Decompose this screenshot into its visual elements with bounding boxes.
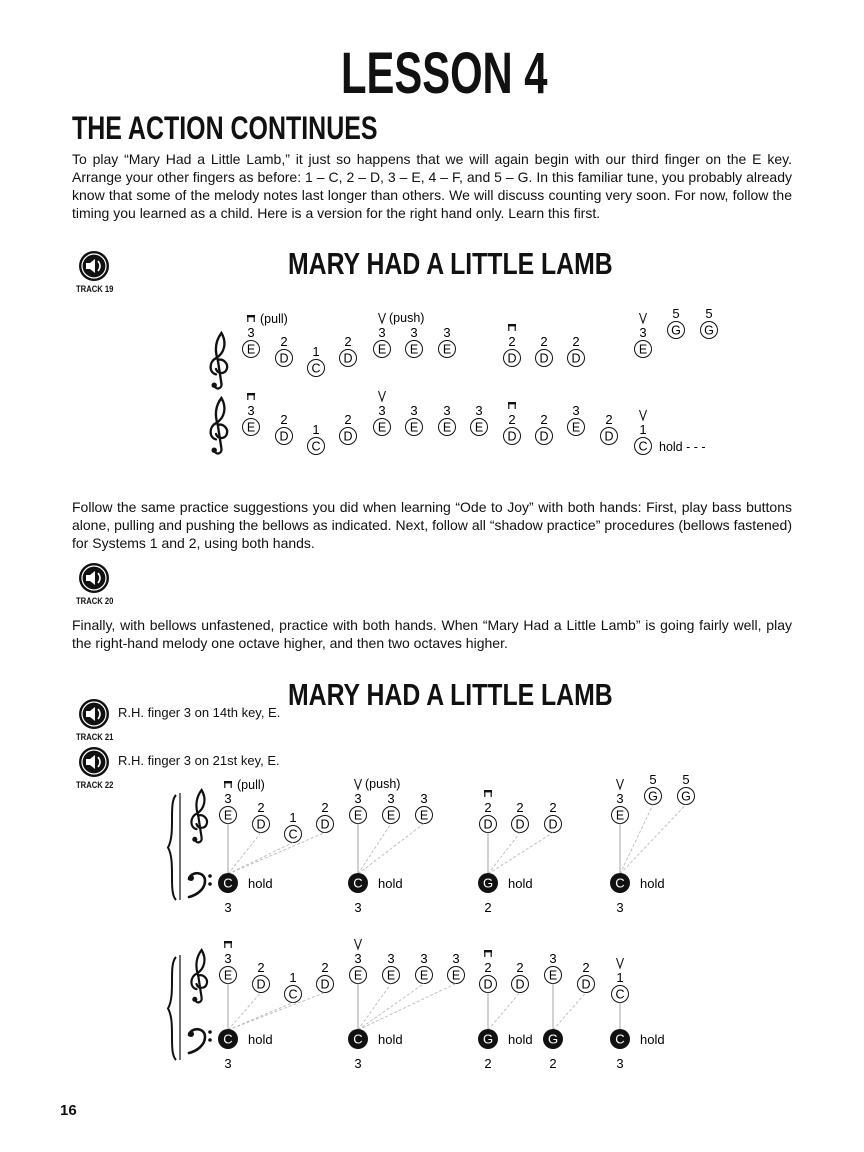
treble-clef-icon: [211, 398, 228, 453]
finger-number: 3: [387, 791, 395, 806]
note-letter: D: [515, 977, 525, 992]
bass-finger-number: 2: [549, 1056, 557, 1071]
track-20-label: TRACK 20: [76, 596, 114, 606]
bass-note-letter: C: [223, 1031, 233, 1047]
note-letter: E: [353, 968, 363, 983]
intro-paragraph: To play “Mary Had a Little Lamb,” it just so happens that we will again begin with our third finger on the E key. Arrange your other fingers as before: 1 – C, 2 – D, 3 – E, 4 – F, and 5 – G. In this familiar tune, you probably already know that some of the melody notes last longer than others. We will discuss counting very soon. For now, follow the timing you learned as a child. Here is a version for the right hand only. Learn this first.: [72, 151, 792, 221]
note-letter: E: [409, 420, 419, 435]
speaker-icon: [78, 698, 110, 730]
finger-number: 1: [312, 344, 320, 359]
song2-notation: [0, 765, 864, 1085]
chord-guide-line: [228, 833, 261, 875]
note-letter: E: [223, 808, 233, 823]
note-letter: D: [279, 351, 289, 366]
bass-note-letter: C: [223, 875, 233, 891]
bass-finger-number: 3: [354, 900, 362, 915]
finger-number: 3: [247, 325, 255, 340]
finger-number: 3: [410, 325, 418, 340]
song1-title: MARY HAD A LITTLE LAMB: [288, 246, 613, 281]
bass-note-letter: G: [482, 875, 494, 891]
final-paragraph: Finally, with bellows unfastened, practice with both hands. When “Mary Had a Little Lamb” is going fairly well, play the right-hand melody one octave higher, and then two octaves higher.: [72, 617, 792, 651]
bellows-push-mark: [617, 958, 624, 968]
note-letter: E: [223, 968, 233, 983]
bellows-pull-mark: [247, 315, 255, 322]
finger-number: 1: [289, 810, 297, 825]
bellows-push-mark: [640, 313, 647, 323]
note-letter: D: [483, 817, 493, 832]
finger-number: 3: [475, 403, 483, 418]
finger-number: 3: [616, 791, 624, 806]
treble-clef-icon: [191, 790, 207, 842]
finger-number: 1: [289, 970, 297, 985]
bass-finger-number: 3: [224, 900, 232, 915]
bass-clef-icon: [188, 873, 212, 897]
bass-clef-icon: [188, 1029, 212, 1053]
finger-number: 5: [705, 306, 713, 321]
bellows-push-mark: [355, 939, 362, 949]
note-letter: E: [442, 342, 452, 357]
bass-finger-number: 3: [354, 1056, 362, 1071]
finger-number: 3: [224, 791, 232, 806]
bellows-pull-mark: [508, 402, 516, 409]
finger-number: 2: [516, 960, 524, 975]
bellows-pull-mark: [484, 950, 492, 957]
note-letter: E: [419, 808, 429, 823]
hold-label: hold: [640, 1032, 665, 1047]
track-21-label: TRACK 21: [76, 732, 114, 742]
finger-number: 2: [549, 800, 557, 815]
finger-number: 2: [321, 800, 329, 815]
treble-clef-icon: [191, 950, 207, 1002]
finger-number: 5: [682, 772, 690, 787]
note-letter: D: [343, 351, 353, 366]
finger-number: 3: [639, 325, 647, 340]
finger-number: 3: [354, 791, 362, 806]
note-letter: C: [311, 439, 321, 454]
pull-label: (pull): [260, 312, 288, 326]
speaker-icon: [78, 562, 110, 594]
note-letter: D: [343, 429, 353, 444]
note-letter: E: [386, 808, 396, 823]
note-letter: D: [256, 977, 266, 992]
finger-number: 2: [344, 334, 352, 349]
hold-label: hold - - -: [659, 440, 706, 454]
chord-guide-line: [488, 993, 520, 1031]
finger-number: 2: [540, 334, 548, 349]
chord-guide-line: [228, 843, 293, 875]
section-title: THE ACTION CONTINUES: [72, 110, 378, 146]
track-19-label: TRACK 19: [76, 284, 114, 294]
finger-number: 3: [387, 951, 395, 966]
finger-number: 2: [572, 334, 580, 349]
lesson-title: LESSON 4: [341, 41, 548, 106]
note-letter: E: [451, 968, 461, 983]
bellows-push-mark: [617, 779, 624, 789]
finger-number: 3: [572, 403, 580, 418]
note-letter: D: [320, 977, 330, 992]
finger-number: 2: [484, 800, 492, 815]
finger-number: 2: [280, 334, 288, 349]
finger-number: 5: [672, 306, 680, 321]
note-letter: D: [604, 429, 614, 444]
note-letter: D: [320, 817, 330, 832]
track-22-label: TRACK 22: [76, 780, 114, 790]
note-letter: C: [615, 987, 625, 1002]
hold-label: hold: [508, 876, 533, 891]
song2-title: MARY HAD A LITTLE LAMB: [288, 677, 613, 712]
finger-number: 2: [344, 412, 352, 427]
finger-number: 3: [354, 951, 362, 966]
finger-number: 3: [443, 325, 451, 340]
note-letter: E: [638, 342, 648, 357]
finger-number: 2: [508, 334, 516, 349]
note-letter: G: [704, 323, 714, 338]
note-letter: E: [571, 420, 581, 435]
chord-guide-line: [228, 993, 325, 1031]
chord-guide-line: [488, 833, 520, 875]
note-letter: E: [548, 968, 558, 983]
note-letter: C: [638, 439, 648, 454]
finger-number: 3: [420, 791, 428, 806]
pull-label: (pull): [237, 778, 265, 792]
note-letter: D: [581, 977, 591, 992]
finger-number: 3: [247, 403, 255, 418]
chord-guide-line: [488, 833, 553, 875]
page-number: 16: [60, 1102, 77, 1119]
bellows-push-mark: [355, 779, 362, 789]
note-letter: E: [353, 808, 363, 823]
grand-staff-brace: [168, 957, 176, 1060]
note-letter: C: [288, 827, 298, 842]
note-letter: G: [671, 323, 681, 338]
bass-finger-number: 2: [484, 1056, 492, 1071]
chord-guide-line: [620, 805, 686, 875]
finger-number: 2: [582, 960, 590, 975]
finger-number: 2: [540, 412, 548, 427]
finger-number: 2: [484, 960, 492, 975]
finger-number: 3: [452, 951, 460, 966]
note-letter: E: [377, 342, 387, 357]
bass-note-letter: C: [353, 1031, 363, 1047]
note-letter: E: [246, 342, 256, 357]
note-letter: D: [507, 351, 517, 366]
note-letter: D: [515, 817, 525, 832]
bass-note-letter: C: [353, 875, 363, 891]
bellows-pull-mark: [247, 393, 255, 400]
note-letter: G: [681, 789, 691, 804]
finger-number: 2: [257, 960, 265, 975]
chord-guide-line: [228, 833, 325, 875]
finger-number: 2: [321, 960, 329, 975]
finger-number: 3: [420, 951, 428, 966]
note-letter: D: [571, 351, 581, 366]
finger-number: 3: [378, 325, 386, 340]
track-21-button[interactable]: [78, 698, 110, 735]
note-letter: E: [474, 420, 484, 435]
chord-guide-line: [553, 993, 586, 1031]
note-letter: C: [288, 987, 298, 1002]
chord-guide-line: [228, 993, 261, 1031]
note-letter: D: [548, 817, 558, 832]
note-letter: D: [539, 429, 549, 444]
push-label: (push): [365, 777, 401, 791]
bass-note-letter: C: [615, 875, 625, 891]
hold-label: hold: [378, 1032, 403, 1047]
hold-label: hold: [378, 876, 403, 891]
note-letter: G: [648, 789, 658, 804]
hold-label: hold: [248, 876, 273, 891]
note-letter: E: [419, 968, 429, 983]
finger-number: 1: [639, 422, 647, 437]
song1-notation: [0, 300, 864, 470]
bellows-push-mark: [379, 391, 386, 401]
push-label: (push): [389, 311, 425, 325]
bass-finger-number: 3: [616, 1056, 624, 1071]
finger-number: 2: [508, 412, 516, 427]
note-letter: E: [442, 420, 452, 435]
treble-clef-icon: [211, 333, 228, 388]
bass-note-letter: G: [482, 1031, 494, 1047]
bass-finger-number: 3: [224, 1056, 232, 1071]
note-letter: D: [483, 977, 493, 992]
note-letter: E: [409, 342, 419, 357]
finger-number: 2: [605, 412, 613, 427]
chord-guide-line: [358, 984, 391, 1031]
note-letter: D: [279, 429, 289, 444]
bellows-pull-mark: [224, 941, 232, 948]
note-letter: E: [246, 420, 256, 435]
note-letter: D: [539, 351, 549, 366]
bellows-push-mark: [640, 410, 647, 420]
track-22-note: R.H. finger 3 on 21st key, E.: [118, 753, 280, 768]
track-19-button[interactable]: [78, 250, 110, 287]
practice-paragraph: Follow the same practice suggestions you did when learning “Ode to Joy” with both hands: First, play bass buttons alone, pulling and pushing the bellows as indicated. Next, follow all “shadow practice” procedures (bellows fastened) for Systems 1 and 2, using both hands.: [72, 499, 792, 551]
hold-label: hold: [508, 1032, 533, 1047]
finger-number: 3: [378, 403, 386, 418]
note-letter: E: [386, 968, 396, 983]
bass-finger-number: 2: [484, 900, 492, 915]
finger-number: 2: [516, 800, 524, 815]
bellows-pull-mark: [224, 781, 232, 788]
finger-number: 1: [616, 970, 624, 985]
finger-number: 2: [257, 800, 265, 815]
note-letter: D: [507, 429, 517, 444]
chord-guide-line: [358, 984, 456, 1031]
finger-number: 3: [224, 951, 232, 966]
finger-number: 3: [410, 403, 418, 418]
note-letter: E: [615, 808, 625, 823]
chord-guide-line: [358, 824, 391, 875]
bass-finger-number: 3: [616, 900, 624, 915]
chord-guide-line: [358, 824, 424, 875]
track-20-button[interactable]: [78, 562, 110, 599]
bellows-pull-mark: [484, 790, 492, 797]
chord-guide-line: [358, 984, 424, 1031]
note-letter: C: [311, 361, 321, 376]
finger-number: 2: [280, 412, 288, 427]
hold-label: hold: [248, 1032, 273, 1047]
bellows-pull-mark: [508, 324, 516, 331]
grand-staff-brace: [168, 795, 176, 900]
finger-number: 5: [649, 772, 657, 787]
finger-number: 3: [549, 951, 557, 966]
finger-number: 1: [312, 422, 320, 437]
speaker-icon: [78, 250, 110, 282]
note-letter: E: [377, 420, 387, 435]
finger-number: 3: [443, 403, 451, 418]
bellows-push-mark: [379, 313, 386, 323]
hold-label: hold: [640, 876, 665, 891]
note-letter: D: [256, 817, 266, 832]
track-21-note: R.H. finger 3 on 14th key, E.: [118, 705, 281, 720]
bass-note-letter: G: [547, 1031, 559, 1047]
bass-note-letter: C: [615, 1031, 625, 1047]
